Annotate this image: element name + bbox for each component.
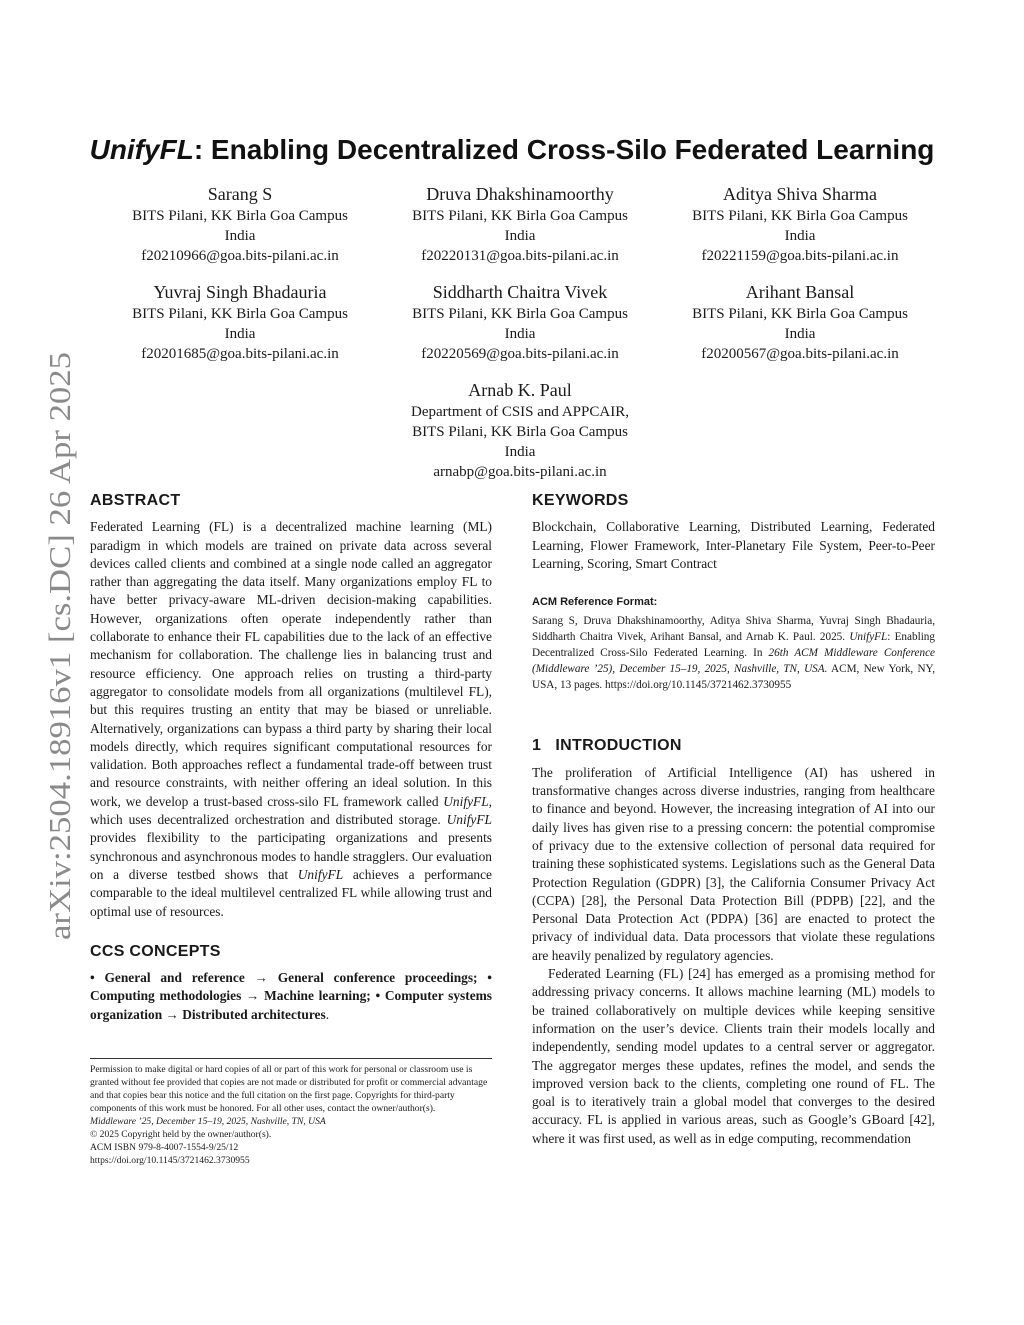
author-affiliation: BITS Pilani, KK Birla Goa Campus <box>412 208 628 224</box>
intro-paragraph: Federated Learning (FL) [24] has emerged as a promising method for addressing privacy concerns. It allows machine learning (ML) models to be trained collaboratively on multiple devices while keeping sensitive information on the user’s device. Clients train their models locally and independently, sending model updates to a central server or aggregator. The aggregator merges these updates, refines the model, and sends the improved version back to the clients, completing one round of FL. The goal is to iteratively train a global model that converges to the desired accuracy. FL is applied in various areas, such as Google’s GBoard [42], where it was first used, as well as in edge computing, recommendation <box>532 966 935 1146</box>
author-name: Aditya Shiva Sharma <box>723 184 877 204</box>
venue-line: Middleware ’25, December 15–19, 2025, Nashville, TN, USA <box>90 1116 326 1127</box>
right-column <box>532 492 935 1148</box>
doi-link[interactable]: https://doi.org/10.1145/3721462.3730955 <box>90 1155 250 1166</box>
keywords-heading: KEYWORDS <box>532 492 629 509</box>
author-affiliation: BITS Pilani, KK Birla Goa Campus <box>132 306 348 322</box>
author-country: India <box>224 228 256 244</box>
author-affiliation: BITS Pilani, KK Birla Goa Campus <box>412 424 628 440</box>
author <box>660 182 940 266</box>
title-system-name: UnifyFL <box>89 134 194 165</box>
abstract-text: Federated Learning (FL) is a decentralized machine learning (ML) paradigm in which models are trained on private data across several devices called clients and combined at a single node called an aggregator rather than aggregating the data itself. Many organizations employ FL to have better privacy-aware ML-driven decision-making capabilities. However, organizations often operate independently rather than collaborate to enhance their FL capabilities due to the lack of an effective mechanism for collaboration. The challenge lies in balancing trust and resource efficiency. One approach relies on trusting a third-party aggregator to consolidate models from all organizations (multilevel FL), but this requires trusting an entity that may be biased or unreliable. Alternatively, organizations can bypass a third party by sharing their local models directly, which requires significant computational resources for validation. Both approaches reflect a fundamental trade-off between trust and resource constraints, with neither offering an ideal solution. In this work, we develop a trust-based cross-silo FL framework called UnifyFL, which uses decentralized orchestration and distributed storage. UnifyFL provides flexibility to the participating organizations and presents synchronous and asynchronous modes to handle stragglers. Our evaluation on a diverse testbed shows that UnifyFL achieves a performance comparable to the ideal multilevel centralized FL while allowing trust and optimal use of resources. <box>90 519 492 919</box>
intro-heading: 1 INTRODUCTION <box>532 737 682 755</box>
author <box>380 182 660 266</box>
author <box>380 280 660 364</box>
author-email[interactable]: f20220569@goa.bits-pilani.ac.in <box>421 346 619 362</box>
author <box>660 280 940 364</box>
author-country: India <box>504 228 536 244</box>
left-column <box>90 492 492 1024</box>
copyright-line: © 2025 Copyright held by the owner/author(s). <box>90 1129 272 1140</box>
author-name: Arihant Bansal <box>745 282 855 302</box>
author-country: India <box>224 326 256 342</box>
author <box>360 378 680 482</box>
author-email[interactable]: f20221159@goa.bits-pilani.ac.in <box>701 248 899 264</box>
keywords-text: Blockchain, Collaborative Learning, Distributed Learning, Federated Learning, Flower Framework, Inter-Planetary File System, Peer-to-Peer Learning, Scoring, Smart Contract <box>532 519 935 571</box>
author-affiliation: BITS Pilani, KK Birla Goa Campus <box>132 208 348 224</box>
author-affiliation: BITS Pilani, KK Birla Goa Campus <box>412 306 628 322</box>
isbn-line: ACM ISBN 979-8-4007-1554-9/25/12 <box>90 1142 239 1153</box>
author-email[interactable]: f20201685@goa.bits-pilani.ac.in <box>141 346 339 362</box>
author-row <box>100 280 940 364</box>
author-block <box>100 182 940 482</box>
author-country: India <box>504 326 536 342</box>
author-name: Arnab K. Paul <box>468 380 572 400</box>
author-name: Yuvraj Singh Bhadauria <box>153 282 327 302</box>
author-name: Siddharth Chaitra Vivek <box>432 282 608 302</box>
arxiv-stamp-text: arXiv:2504.18916v1 [cs.DC] 26 Apr 2025 <box>42 414 77 940</box>
paper-title <box>80 134 944 166</box>
acm-ref-heading: ACM Reference Format: <box>532 596 658 609</box>
author-name: Sarang S <box>207 184 273 204</box>
author-row <box>100 182 940 266</box>
author-country: India <box>784 228 816 244</box>
permission-notice: Permission to make digital or hard copies of all or part of this work for personal or classroom use is granted without fee provided that copies are not made or distributed for profit or commercial advantage and that copies bear this notice and the full citation on the first page. Copyrights for third-party components of this work must be honored. For all other uses, contact the owner/author(s). <box>90 1064 488 1114</box>
author-affiliation: Department of CSIS and APPCAIR, <box>411 404 629 420</box>
ccs-heading: CCS CONCEPTS <box>90 942 221 960</box>
author-email[interactable]: f20210966@goa.bits-pilani.ac.in <box>141 248 339 264</box>
title-rest: : Enabling Decentralized Cross-Silo Federated Learning <box>193 134 935 165</box>
author-affiliation: BITS Pilani, KK Birla Goa Campus <box>692 306 908 322</box>
author-country: India <box>504 444 536 460</box>
acm-ref-text: Sarang S, Druva Dhakshinamoorthy, Aditya Shiva Sharma, Yuvraj Singh Bhadauria, Siddharth Chaitra Vivek, Arihant Bansal, and Arnab K. Paul. 2025. UnifyFL: Enabling Decentralized Cross-Silo Federated Learning. In 26th ACM Middleware Conference (Middleware ’25), December 15–19, 2025, Nashville, TN, USA. ACM, New York, NY, USA, 13 pages. https://doi.org/10.1145/3721462.3730955 <box>532 615 935 692</box>
author-affiliation: BITS Pilani, KK Birla Goa Campus <box>692 208 908 224</box>
author-name: Druva Dhakshinamoorthy <box>426 184 614 204</box>
author-email[interactable]: f20220131@goa.bits-pilani.ac.in <box>421 248 619 264</box>
abstract-heading: ABSTRACT <box>90 492 181 509</box>
author-email[interactable]: arnabp@goa.bits-pilani.ac.in <box>433 464 607 480</box>
intro-paragraph: The proliferation of Artificial Intelligence (AI) has ushered in transformative changes across diverse industries, ranging from healthcare to finance and beyond. However, the increasing integration of AI into our daily lives has given rise to a pressing concern: the potential compromise of privacy due to the extensive collection of personal data required for training these sophisticated systems. Legislations such as the General Data Protection Regulation (GDPR) [3], the California Consumer Privacy Act (CCPA) [28], the Personal Data Protection Bill (PDPB) [22], and the Personal Data Protection Act (PDPA) [36] are enacted to protect the privacy of individual data. Data processors that violate these regulations are heavily penalized by regulatory agencies. <box>532 764 935 963</box>
author <box>100 182 380 266</box>
author-email[interactable]: f20200567@goa.bits-pilani.ac.in <box>701 346 899 362</box>
copyright-footnote <box>90 1058 492 1167</box>
introduction-section <box>532 737 935 1148</box>
arxiv-stamp <box>18 350 92 940</box>
ccs-text: • General and reference → General conference proceedings; • Computing methodologies → Machine learning; • Computer systems organization → Distributed architectures. <box>90 970 492 1022</box>
ccs-concepts <box>90 943 492 1024</box>
author <box>100 280 380 364</box>
author-country: India <box>784 326 816 342</box>
